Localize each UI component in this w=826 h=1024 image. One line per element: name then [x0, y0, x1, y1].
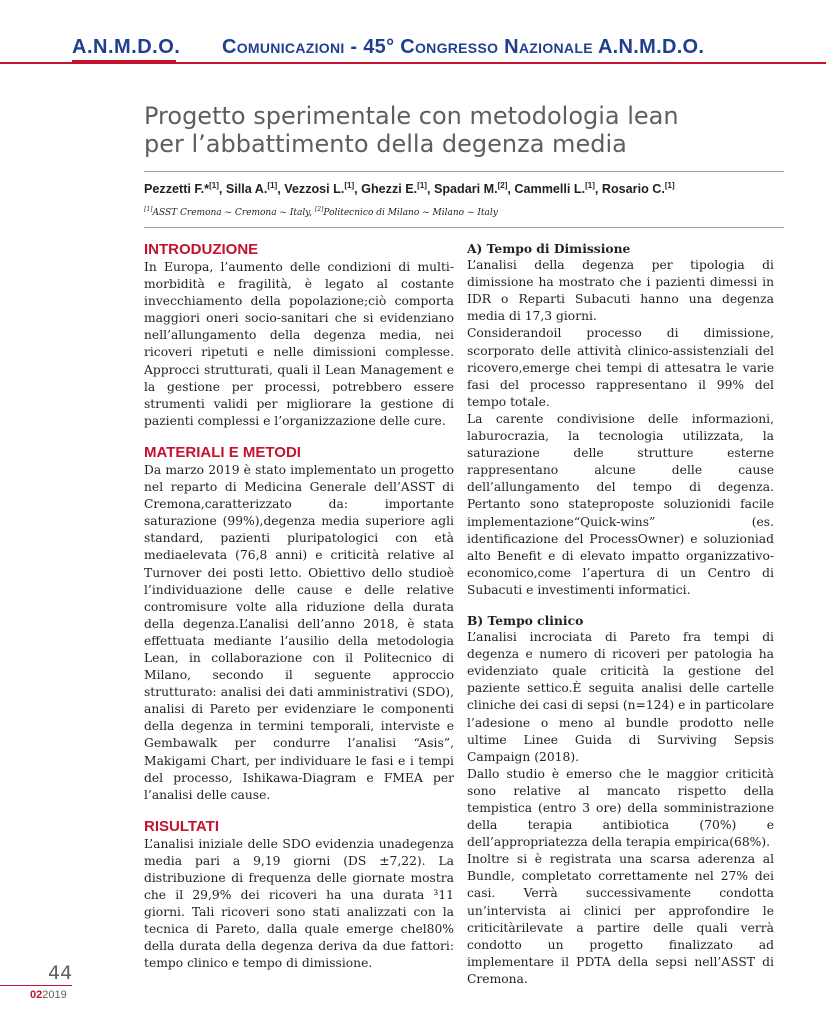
paragraph: Da marzo 2019 è stato implementato un progetto nel reparto di Medicina Generale dell’ASST di Cremona,caratterizzato da: importante saturazione (99%),degenza media superiore agli standard, pazienti pluripatologici con età mediaelevata (76,8 anni) e criticità relative al Turnover dei posti letto. Obiettivo dello studioè l’individuazione delle cause e delle relative contromisure volte alla riduzione della durata della degenza.L’analisi dell’anno 2018, è stata effettuata mediante l’ausilio della metodologia Lean, in collaborazione con il Politecnico di Milano, secondo il seguente approccio strutturato: analisi dei dati amministrativi (SDO), analisi di Pareto per evidenziare le componenti della degenza in termini temporali, interviste e Gembawalk per condurre l’analisi “Asis”, Makigami Chart, per individuare le fasi e i tempi del processo, Ishikawa-Diagram e FMEA per l’analisi delle cause. [144, 462, 454, 802]
section-header: Comunicazioni - 45° Congresso Nazionale A.N.M.D.O. [222, 36, 705, 58]
subsection-heading-clinico: B) Tempo clinico [467, 612, 584, 628]
affiliations: [1]ASST Cremona ~ Cremona ~ Italy, [2]Politecnico di Milano ~ Milano ~ Italy [144, 206, 498, 218]
paragraph: Inoltre si è registrata una scarsa aderenza al Bundle, completato correttamente nel 27% dei casi. Verrà successivamente condotta un’intervista ai clinici per approfondire le criticitàrilevate a partire delle quali verrà condotto un progetto finalizzato ad implementare il PDTA della sepsi nell’ASST di Cremona. [467, 852, 774, 986]
author: Spadari M.[2], [433, 181, 515, 197]
paragraph: L’analisi della degenza per tipologia di dimissione ha mostrato che i pazienti dimessi in IDR o Reparti Subacuti hanno una degenza media di 17,3 giorni. [467, 258, 774, 324]
paragraph: In Europa, l’aumento delle condizioni di multi-morbidità e fragilità, è legato al costante invecchiamento della popolazione;ciò comporta maggiori oneri socio-sanitari che si evidenziano nell’allungamento della degenza media, nei ricoveri ripetuti e nelle dimissioni complesse. Approcci strutturati, quali il Lean Management e la gestione per processi, potrebbero essere strumenti validi per migliorare la gestione di pazienti complessi e l’organizzazione delle cure. [144, 260, 454, 428]
author: Silla A.[1], [225, 181, 285, 197]
title-rule [144, 171, 784, 172]
paragraph: Dallo studio è emerso che le maggior criticità sono relative al mancato rispetto della tempistica (entro 3 ore) della somministrazione della terapia antibiotica (70%) e dell’appropriatezza della terapia empirica(68%). [467, 766, 774, 850]
header-rule [0, 62, 826, 64]
author: Pezzetti F.*[1], [144, 181, 226, 197]
paragraph: La carente condivisione delle informazioni, laburocrazia, la tecnologia utilizzata, la saturazione delle strutture esterne rappresentano alcune delle cause dell’allungamento del tempo di degenza. Pertanto sono stateproposte soluzionidi facile implementazione“Quick-wins” (es. identificazione del ProcessOwner) e soluzioniad alto Benefit e di elevato impatto organizzativo-economico,come l’apertura di un Centro di Subacuti e investimenti informatici. [467, 411, 774, 597]
footer-rule [0, 985, 72, 986]
section-heading-risultati: RISULTATI [144, 817, 219, 835]
affiliation-rule [144, 227, 784, 228]
right-column [467, 240, 774, 988]
author-list [144, 181, 804, 196]
author: Ghezzi E.[1], [361, 181, 434, 197]
title-line-2: per l’abbattimento della degenza media [144, 130, 627, 158]
section-heading-introduzione: INTRODUZIONE [144, 241, 259, 258]
page-number: 44 [48, 962, 73, 984]
left-column [144, 240, 454, 973]
section-heading-materiali-metodi: MATERIALI E METODI [144, 443, 301, 461]
title-line-1: Progetto sperimentale con metodologia lean [144, 102, 679, 130]
author: Vezzosi L.[1], [284, 181, 362, 197]
paragraph: Considerandoil processo di dimissione, scorporato delle attività clinico-assistenziali del ricovero,emerge chei tempi di attesatra le varie fasi del processo rappresentano il 99% del tempo totale. [467, 326, 774, 409]
paragraph: L’analisi iniziale delle SDO evidenzia unadegenza media pari a 9,19 giorni (DS ±7,22). La distribuzione di frequenza delle giornate mostra che il 29,9% dei ricoveri ha una durata ³11 giorni. Tali ricoveri sono stati analizzati con la tecnica di Pareto, dalla quale emerge chel80% della durata della degenza deriva da due fattori: tempo clinico e tempo di dimissione. [144, 836, 454, 971]
journal-name: A.N.M.D.O. [72, 36, 181, 58]
subsection-heading-dimissione: A) Tempo di Dimissione [467, 241, 631, 256]
issue-label: 022019 [30, 989, 67, 1001]
paragraph: L’analisi incrociata di Pareto fra tempi di degenza e numero di ricoveri per patologia ha evidenziato quale criticità la gestione del paziente settico.È seguita analisi delle cartelle cliniche dei casi di sepsi (n=124) e in particolare l’adesione o meno al bundle prodotto nelle ultime Linee Guida di Surviving Sepsis Campaign (2018). [467, 630, 774, 764]
author: Rosario C.[1] [601, 181, 675, 197]
article-title [144, 102, 784, 158]
author: Cammelli L.[1], [514, 181, 602, 197]
